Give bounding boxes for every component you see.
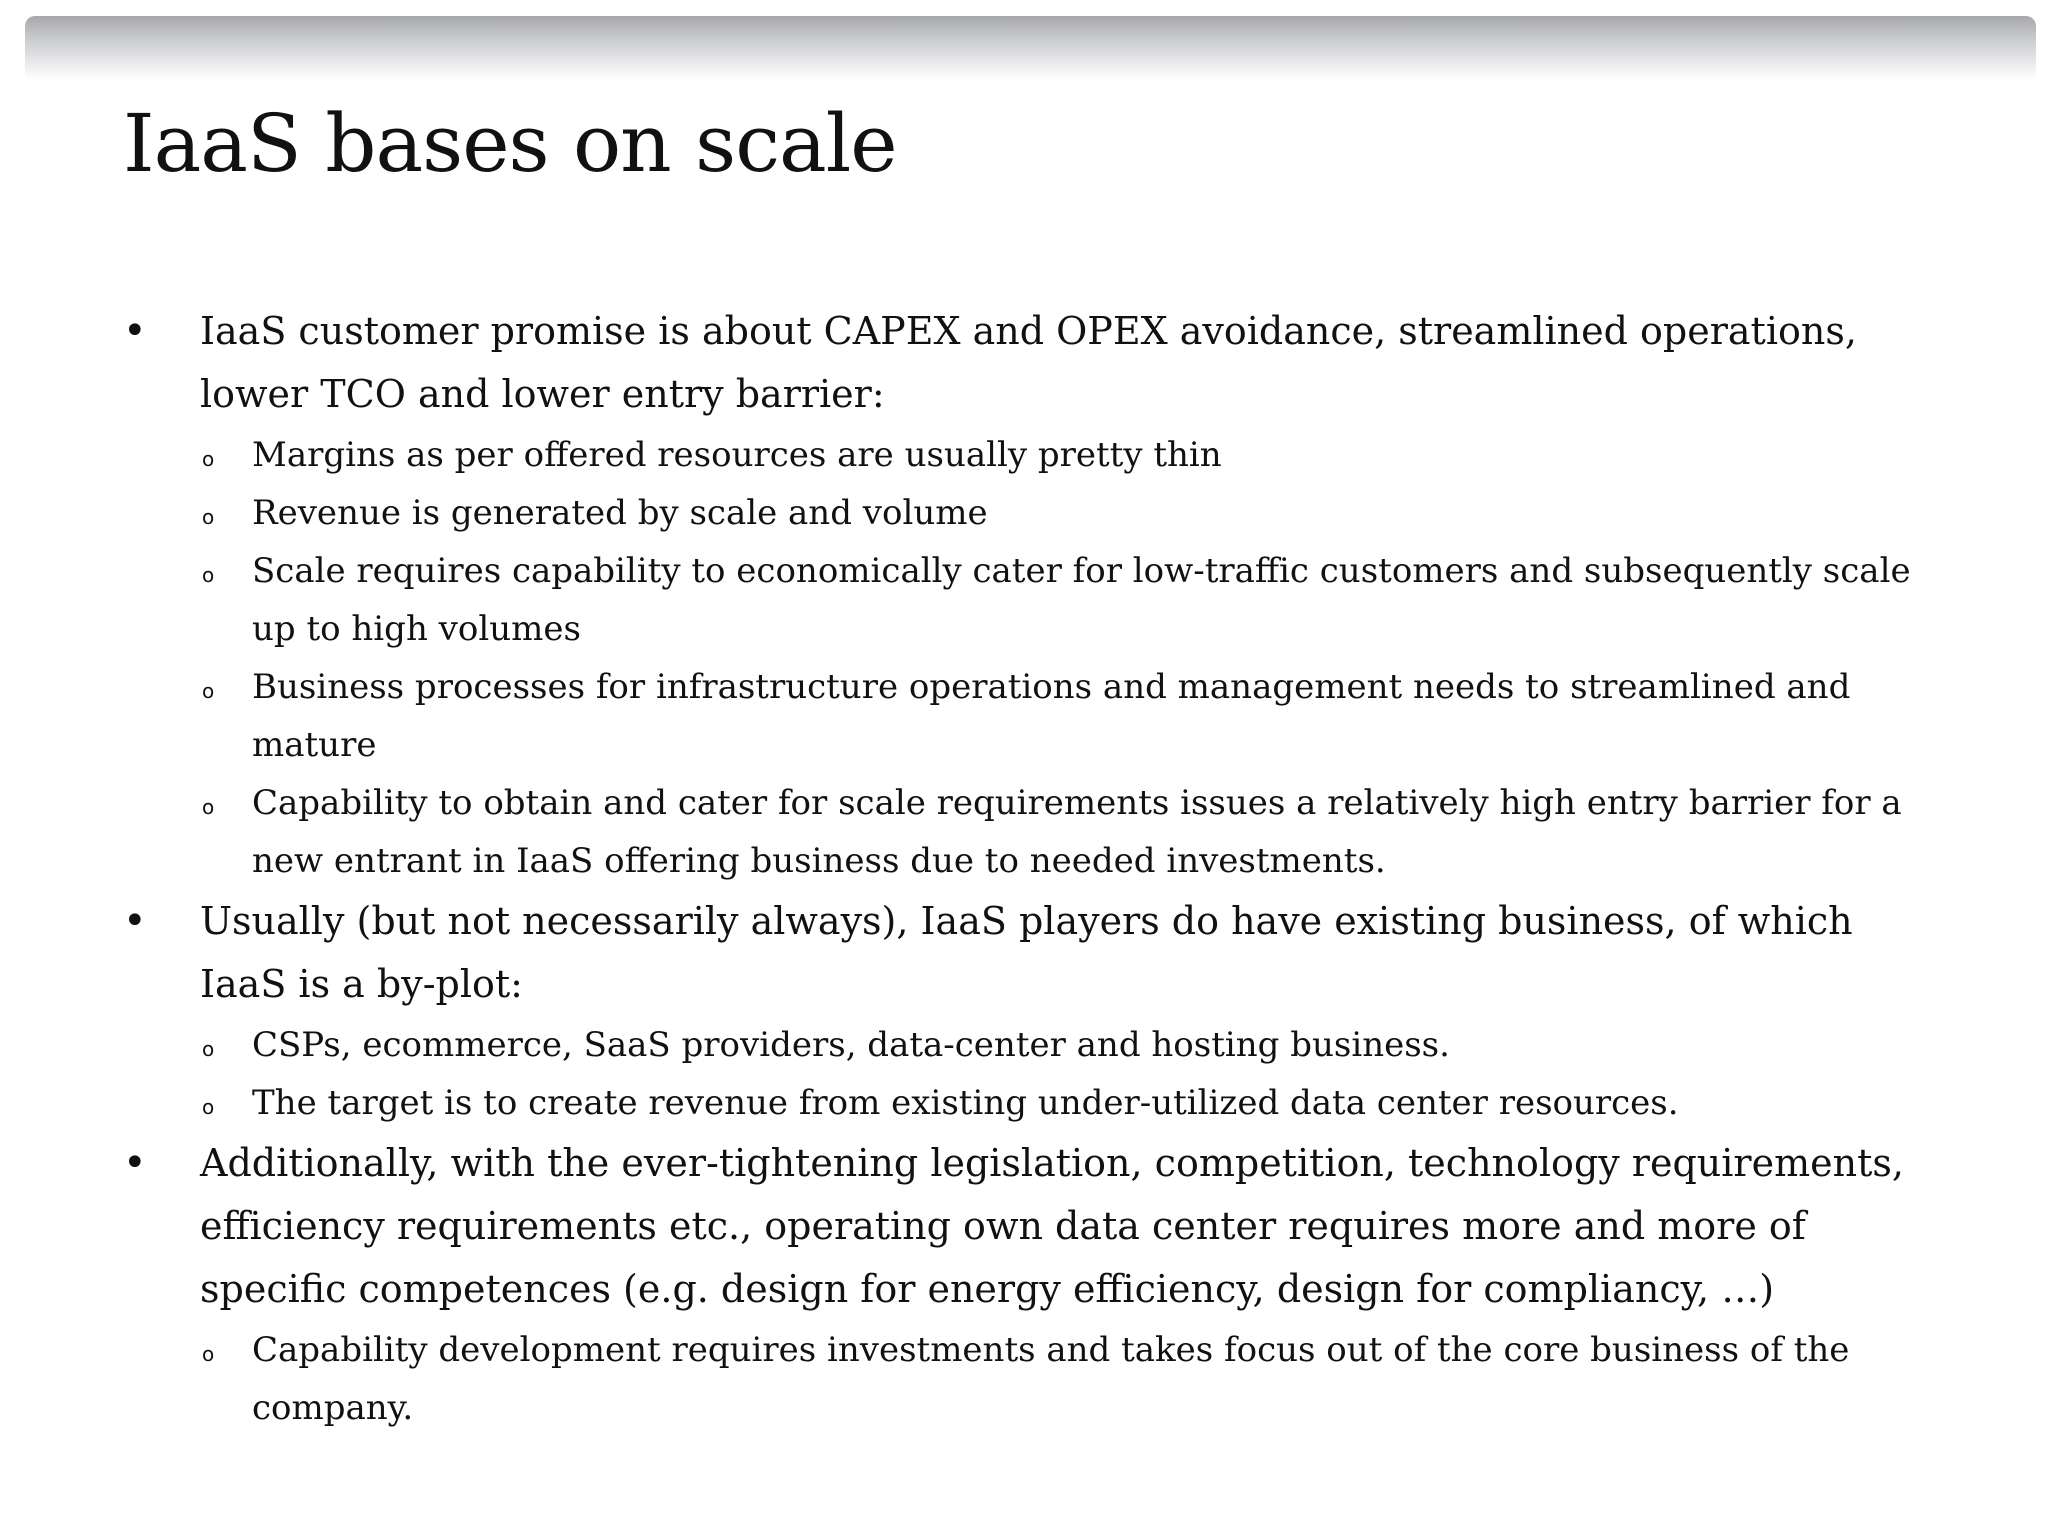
sub-bullet-text: Margins as per offered resources are usually pretty thin <box>252 435 1222 475</box>
bullet-text: Usually (but not necessarily always), IaaS players do have existing business, of which IaaS is a by-plot: <box>200 899 1853 1006</box>
sub-bullet-item <box>200 542 1923 658</box>
bullet-item-customer-promise <box>123 300 1923 890</box>
sub-bullet-text: Capability development requires investments and takes focus out of the core business of the company. <box>252 1330 1850 1428</box>
bullet-text: Additionally, with the ever-tightening legislation, competition, technology requirements, efficiency requirements etc., operating own data center requires more and more of specific competences (e.g. design for energy efficiency, design for compliancy, …) <box>200 1141 1904 1311</box>
sub-bullet-item <box>200 484 1923 542</box>
circle-bullet-icon: o <box>202 679 215 703</box>
sub-bullet-list <box>200 426 1923 890</box>
bullet-dot-icon: • <box>123 308 147 354</box>
sub-bullet-item <box>200 1016 1923 1074</box>
circle-bullet-icon: o <box>202 1095 215 1119</box>
sub-bullet-item <box>200 426 1923 484</box>
bullet-item-additionally <box>123 1132 1923 1437</box>
sub-bullet-text: The target is to create revenue from existing under-utilized data center resources. <box>252 1083 1679 1123</box>
slide-header-bar <box>25 16 2036 80</box>
sub-bullet-text: CSPs, ecommerce, SaaS providers, data-center and hosting business. <box>252 1025 1450 1065</box>
bullet-dot-icon: • <box>123 1140 147 1186</box>
sub-bullet-text: Revenue is generated by scale and volume <box>252 493 988 533</box>
sub-bullet-list <box>200 1016 1923 1132</box>
circle-bullet-icon: o <box>202 1342 215 1366</box>
slide-title: IaaS bases on scale <box>123 97 897 190</box>
bullet-list <box>123 300 1923 1437</box>
bullet-dot-icon: • <box>123 898 147 944</box>
sub-bullet-item <box>200 774 1923 890</box>
sub-bullet-text: Business processes for infrastructure operations and management needs to streamlined and mature <box>252 667 1851 765</box>
circle-bullet-icon: o <box>202 1037 215 1061</box>
sub-bullet-text: Scale requires capability to economically cater for low-traffic customers and subsequently scale up to high volumes <box>252 551 1911 649</box>
sub-bullet-item <box>200 1321 1923 1437</box>
bullet-item-iaas-players <box>123 890 1923 1132</box>
sub-bullet-text: Capability to obtain and cater for scale requirements issues a relatively high entry barrier for a new entrant in IaaS offering business due to needed investments. <box>252 783 1902 881</box>
circle-bullet-icon: o <box>202 505 215 529</box>
circle-bullet-icon: o <box>202 795 215 819</box>
sub-bullet-list <box>200 1321 1923 1437</box>
slide-body <box>123 300 1923 1437</box>
sub-bullet-item <box>200 658 1923 774</box>
sub-bullet-item <box>200 1074 1923 1132</box>
circle-bullet-icon: o <box>202 563 215 587</box>
bullet-text: IaaS customer promise is about CAPEX and OPEX avoidance, streamlined operations, lower TCO and lower entry barrier: <box>200 309 1857 416</box>
circle-bullet-icon: o <box>202 447 215 471</box>
